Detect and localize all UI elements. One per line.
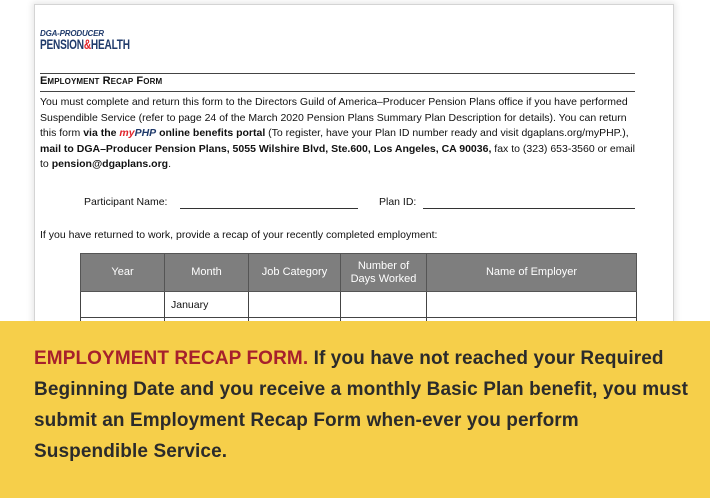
- callout-body: If you have not reached your Required Beginning Date and you receive a monthly Basic Plan benefit, you must submit an Employment Recap Form when-ever you perform Suspendible Service.: [34, 348, 689, 462]
- table-row: [81, 292, 637, 318]
- column-header-month: Month: [165, 254, 249, 292]
- recap-prompt: If you have returned to work, provide a recap of your recently completed employment:: [40, 229, 438, 241]
- logo-line-1: DGA-PRODUCER: [40, 29, 104, 38]
- column-header-year: Year: [81, 254, 165, 292]
- logo-line-2: PENSION&HEALTH: [40, 36, 130, 52]
- year-cell[interactable]: [81, 292, 165, 318]
- table-header-row: [81, 254, 637, 292]
- column-header-job-category: Job Category: [249, 254, 341, 292]
- form-instructions: You must complete and return this form to the Directors Guild of America–Producer Pension Plans office if you have performed Suspendible Service (refer to page 24 of the March 2020 Pension Plans Summary Plan Description for details). You can return this form via the myPHP online benefits portal (To register, have your Plan ID number ready and visit dgaplans.org/myPHP.), mail to DGA–Producer Pension Plans, 5055 Wilshire Blvd, Ste.600, Los Angeles, CA 90036, fax to (323) 653-3560 or email to pension@dgaplans.org.: [40, 96, 635, 170]
- employer-cell[interactable]: [427, 292, 637, 318]
- callout-box: [0, 321, 710, 498]
- participant-name-label: Participant Name:: [84, 196, 168, 208]
- title-rule-top: [40, 73, 635, 74]
- month-cell: January: [165, 292, 249, 318]
- myphp-logo: myPHP: [119, 127, 157, 139]
- title-rule-bottom: [40, 91, 635, 92]
- plan-id-label: Plan ID:: [379, 196, 417, 208]
- column-header-employer: Name of Employer: [427, 254, 637, 292]
- plan-id-field[interactable]: [423, 208, 635, 209]
- dga-producer-logo: [40, 30, 165, 51]
- job-category-cell[interactable]: [249, 292, 341, 318]
- column-header-days-worked: Number of Days Worked: [341, 254, 427, 292]
- form-title: Employment Recap Form: [40, 75, 163, 87]
- callout-heading: EMPLOYMENT RECAP FORM.: [34, 348, 309, 369]
- days-worked-cell[interactable]: [341, 292, 427, 318]
- callout-text: [34, 343, 694, 467]
- participant-name-field[interactable]: [180, 208, 358, 209]
